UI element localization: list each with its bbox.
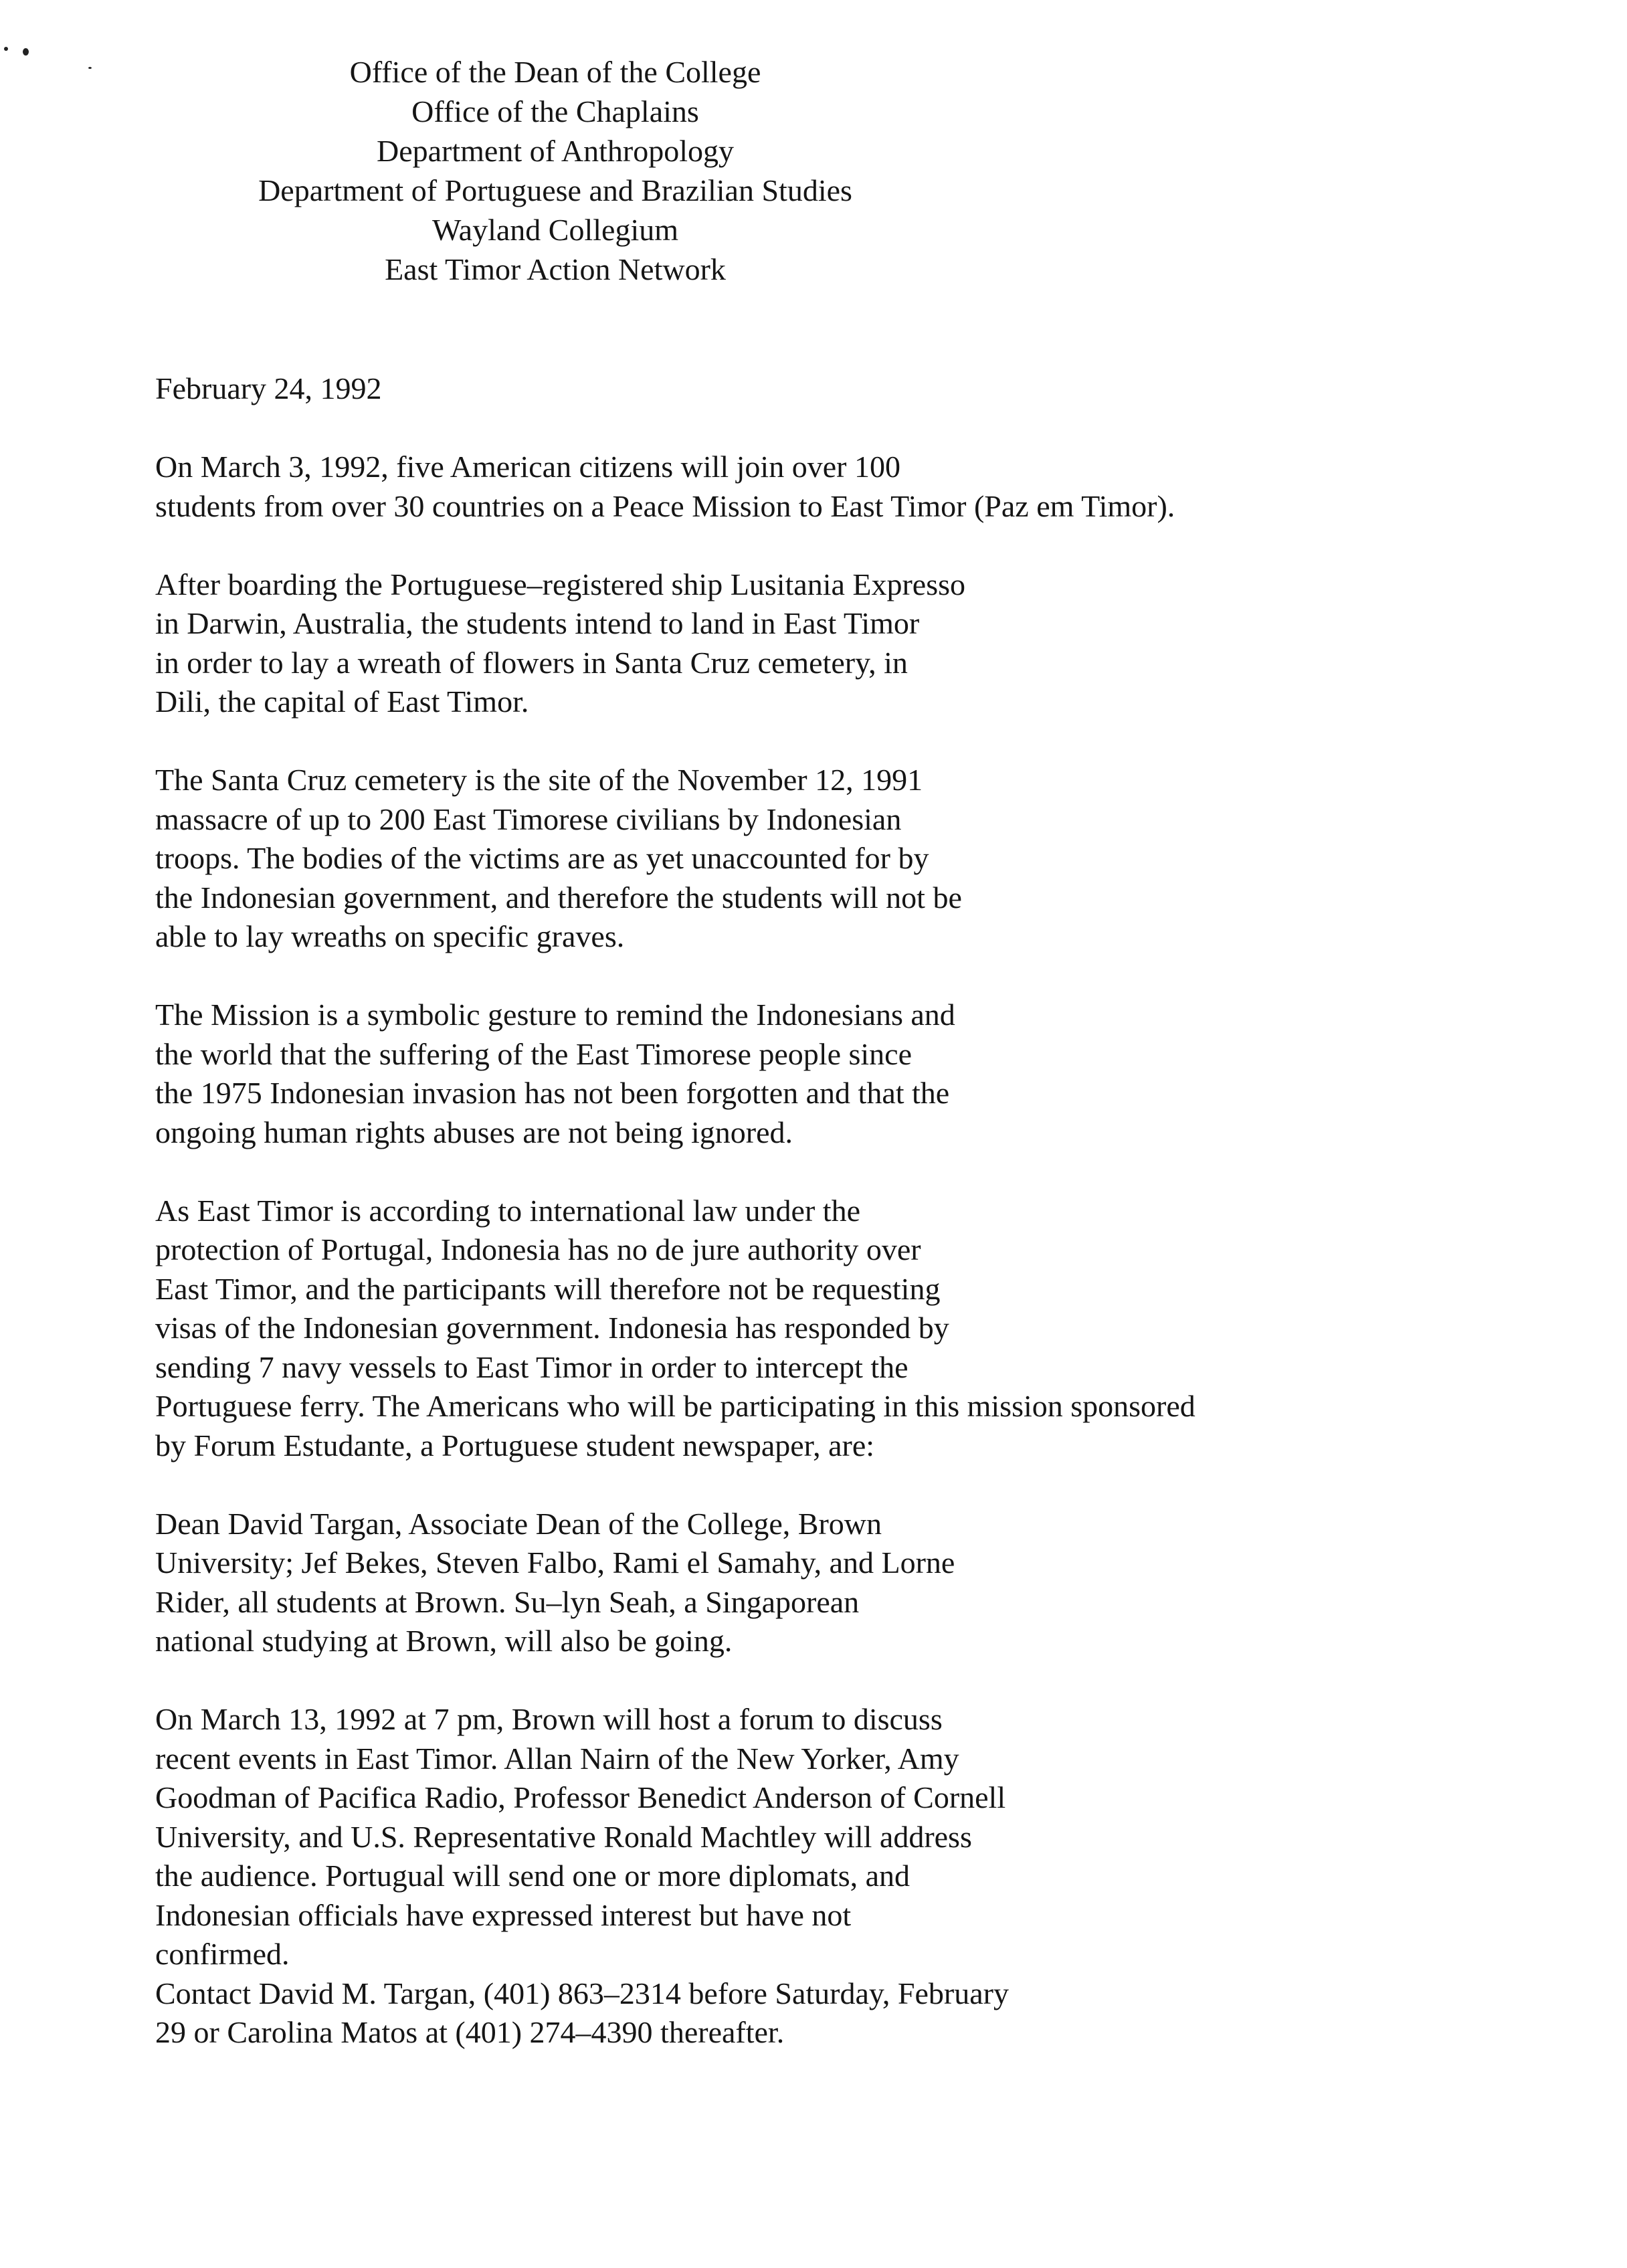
letterhead-line: East Timor Action Network <box>385 252 726 286</box>
text-line: Rider, all students at Brown. Su–lyn Seah, a Singaporean <box>155 1584 860 1619</box>
letterhead-line: Wayland Collegium <box>432 213 679 247</box>
text-line: troops. The bodies of the victims are as yet unaccounted for by <box>155 841 929 875</box>
text-line: University; Jef Bekes, Steven Falbo, Rami el Samahy, and Lorne <box>155 1545 955 1580</box>
text-line: the 1975 Indonesian invasion has not been forgotten and that the <box>155 1076 950 1110</box>
paragraph-forum <box>155 1700 1195 1974</box>
text-line: students from over 30 countries on a Peace Mission to East Timor (Paz em Timor). <box>155 488 1175 523</box>
text-line: sending 7 navy vessels to East Timor in order to intercept the <box>155 1349 908 1384</box>
letterhead-line: Department of Portuguese and Brazilian Studies <box>258 173 852 207</box>
text-line: Dili, the capital of East Timor. <box>155 684 529 719</box>
text-line: Dean David Targan, Associate Dean of the College, Brown <box>155 1506 882 1541</box>
text-line: ongoing human rights abuses are not being ignored. <box>155 1115 793 1149</box>
text-line: As East Timor is according to international law under the <box>155 1193 860 1228</box>
text-line: massacre of up to 200 East Timorese civilians by Indonesian <box>155 801 902 836</box>
paragraph-international-law <box>155 1192 1195 1466</box>
text-line: Contact David M. Targan, (401) 863–2314 before Saturday, February <box>155 1976 1009 2010</box>
text-line: Portuguese ferry. The Americans who will be participating in this mission sponsored <box>155 1389 1195 1423</box>
paragraph-symbolic-gesture <box>155 996 1195 1152</box>
text-line: The Santa Cruz cemetery is the site of the November 12, 1991 <box>155 763 923 797</box>
scan-speck <box>4 47 8 51</box>
contact-info <box>155 1974 1195 2053</box>
text-line: Indonesian officials have expressed interest but have not <box>155 1897 852 1932</box>
text-line: visas of the Indonesian government. Indonesia has responded by <box>155 1311 949 1345</box>
scan-speck <box>88 67 92 69</box>
text-line: the Indonesian government, and therefore the students will not be <box>155 880 962 915</box>
paragraph-participants <box>155 1505 1195 1661</box>
text-line: On March 3, 1992, five American citizens will join over 100 <box>155 450 900 484</box>
text-line: able to lay wreaths on specific graves. <box>155 919 625 953</box>
text-line: by Forum Estudante, a Portuguese student newspaper, are: <box>155 1428 875 1462</box>
paragraph-cemetery <box>155 761 1195 957</box>
text-line: the audience. Portugual will send one or more diplomats, and <box>155 1859 911 1893</box>
text-line: in Darwin, Australia, the students intend to land in East Timor <box>155 606 920 640</box>
letter-date: February 24, 1992 <box>155 371 382 405</box>
letterhead-line: Department of Anthropology <box>376 134 734 168</box>
text-line: The Mission is a symbolic gesture to remind the Indonesians and <box>155 998 955 1032</box>
text-line: After boarding the Portuguese–registered ship Lusitania Expresso <box>155 567 966 601</box>
text-line: confirmed. <box>155 1937 290 1971</box>
text-line: the world that the suffering of the East Timorese people since <box>155 1036 913 1071</box>
text-line: national studying at Brown, will also be going. <box>155 1624 733 1658</box>
letterhead <box>207 52 903 289</box>
letter-body <box>155 369 1195 2053</box>
text-line: protection of Portugal, Indonesia has no de jure authority over <box>155 1232 921 1266</box>
letterhead-line: Office of the Chaplains <box>411 94 699 128</box>
text-line: 29 or Carolina Matos at (401) 274–4390 thereafter. <box>155 2015 785 2049</box>
scan-speck <box>23 48 29 56</box>
text-line: East Timor, and the participants will therefore not be requesting <box>155 1271 941 1306</box>
paragraph-peace-mission <box>155 448 1195 526</box>
text-line: recent events in East Timor. Allan Nairn of the New Yorker, Amy <box>155 1741 959 1776</box>
text-line: On March 13, 1992 at 7 pm, Brown will host a forum to discuss <box>155 1702 943 1736</box>
letterhead-line: Office of the Dean of the College <box>349 55 761 89</box>
text-line: University, and U.S. Representative Ronald Machtley will address <box>155 1819 972 1854</box>
text-line: Goodman of Pacifica Radio, Professor Benedict Anderson of Cornell <box>155 1780 1006 1814</box>
text-line: in order to lay a wreath of flowers in Santa Cruz cemetery, in <box>155 645 908 680</box>
paragraph-boarding <box>155 565 1195 722</box>
